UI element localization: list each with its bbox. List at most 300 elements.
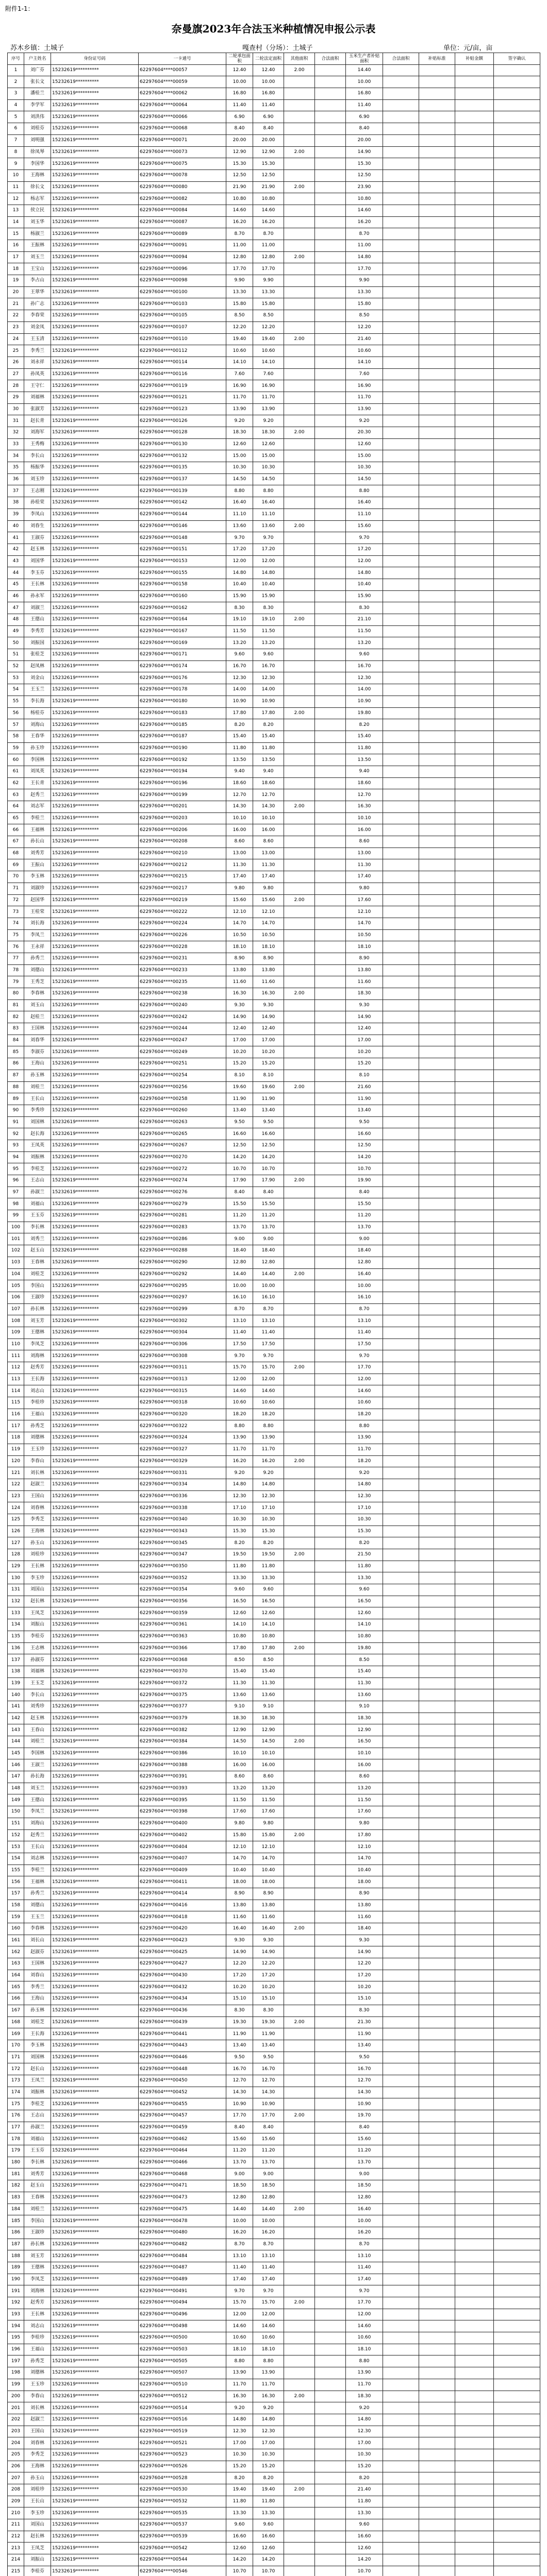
table-cell: 17.60 bbox=[346, 1806, 383, 1818]
table-cell: 21.90 bbox=[226, 181, 253, 193]
table-cell: 15232619********** bbox=[51, 146, 139, 158]
table-cell: 14.90 bbox=[346, 146, 383, 158]
table-cell: 9.50 bbox=[346, 1116, 383, 1128]
table-cell bbox=[419, 2543, 455, 2554]
table-cell: 62297604****00169 bbox=[139, 637, 226, 649]
table-cell bbox=[419, 672, 455, 684]
table-cell bbox=[315, 1689, 346, 1701]
table-cell bbox=[494, 894, 540, 906]
table-cell bbox=[419, 2355, 455, 2367]
table-cell: 12.60 bbox=[226, 1607, 253, 1619]
table-cell: 15232619********** bbox=[51, 2087, 139, 2098]
table-cell: 110 bbox=[8, 1338, 24, 1350]
table-cell bbox=[494, 2192, 540, 2204]
table-cell bbox=[494, 1070, 540, 1081]
table-cell bbox=[455, 1537, 494, 1549]
table-cell: 王凤芝 bbox=[24, 1607, 51, 1619]
table-cell bbox=[315, 1140, 346, 1151]
table-cell bbox=[383, 532, 419, 544]
table-cell: 14.10 bbox=[226, 1619, 253, 1631]
table-cell: 158 bbox=[8, 1900, 24, 1911]
table-cell bbox=[494, 1935, 540, 1946]
table-cell bbox=[284, 1303, 315, 1315]
table-cell: 61 bbox=[8, 766, 24, 777]
table-cell bbox=[494, 1736, 540, 1748]
table-cell bbox=[315, 1514, 346, 1526]
table-cell: 50 bbox=[8, 637, 24, 649]
table-cell: 13.10 bbox=[346, 2250, 383, 2262]
table-cell bbox=[419, 2098, 455, 2110]
table-cell: 15232619********** bbox=[51, 1081, 139, 1093]
table-cell bbox=[455, 1981, 494, 1993]
table-cell: 62297604****00219 bbox=[139, 894, 226, 906]
table-cell: 10.10 bbox=[226, 1748, 253, 1759]
table-row bbox=[8, 2262, 540, 2274]
table-cell: 2.00 bbox=[284, 2297, 315, 2309]
table-cell bbox=[383, 719, 419, 731]
table-cell: 12.00 bbox=[253, 555, 284, 567]
table-cell bbox=[383, 1245, 419, 1257]
table-row bbox=[8, 1479, 540, 1490]
table-cell: 62297604****00336 bbox=[139, 1490, 226, 1502]
table-cell: 15232619********** bbox=[51, 1888, 139, 1900]
table-cell bbox=[383, 731, 419, 742]
table-cell: 12.50 bbox=[226, 170, 253, 181]
table-cell: 刘桂芝 bbox=[24, 1268, 51, 1280]
table-cell: 15232619********** bbox=[51, 427, 139, 439]
table-cell: 15.50 bbox=[346, 1198, 383, 1210]
table-cell: 12.30 bbox=[226, 1490, 253, 1502]
table-cell bbox=[315, 637, 346, 649]
table-cell: 62297604****00155 bbox=[139, 567, 226, 579]
table-cell bbox=[494, 1923, 540, 1935]
table-cell: 15.60 bbox=[253, 2133, 284, 2145]
table-cell: 167 bbox=[8, 2005, 24, 2016]
table-cell: 李春林 bbox=[24, 988, 51, 1000]
table-cell: 15232619********** bbox=[51, 2005, 139, 2016]
table-row bbox=[8, 228, 540, 240]
table-cell: 8.70 bbox=[346, 2239, 383, 2250]
table-cell bbox=[455, 976, 494, 988]
table-cell: 39 bbox=[8, 509, 24, 520]
table-cell bbox=[455, 2437, 494, 2449]
table-cell bbox=[315, 1198, 346, 1210]
table-cell bbox=[494, 1783, 540, 1794]
table-cell: 10.90 bbox=[346, 2098, 383, 2110]
table-cell: 8.20 bbox=[226, 719, 253, 731]
table-cell bbox=[315, 777, 346, 789]
table-cell: 62297604****00468 bbox=[139, 2168, 226, 2180]
table-cell bbox=[419, 1981, 455, 1993]
table-cell: 王淑兰 bbox=[24, 1759, 51, 1771]
table-cell: 8.10 bbox=[253, 1070, 284, 1081]
table-cell: 8.70 bbox=[226, 1303, 253, 1315]
table-row bbox=[8, 2215, 540, 2227]
table-cell: 15232619********** bbox=[51, 368, 139, 380]
table-cell: 15.40 bbox=[346, 731, 383, 742]
table-cell bbox=[284, 964, 315, 976]
table-cell: 140 bbox=[8, 1689, 24, 1701]
table-cell bbox=[383, 1420, 419, 1432]
table-cell bbox=[455, 707, 494, 719]
table-cell: 16.40 bbox=[226, 497, 253, 509]
table-cell bbox=[419, 2344, 455, 2355]
table-cell: 12.60 bbox=[253, 438, 284, 450]
table-cell: 62297604****00414 bbox=[139, 1888, 226, 1900]
table-cell bbox=[315, 1619, 346, 1631]
table-cell: 15232619********** bbox=[51, 1713, 139, 1724]
table-cell bbox=[455, 64, 494, 76]
table-cell: 15232619********** bbox=[51, 2449, 139, 2461]
table-cell bbox=[383, 918, 419, 929]
table-cell bbox=[419, 1970, 455, 1981]
table-cell bbox=[494, 2075, 540, 2087]
table-cell bbox=[315, 1257, 346, 1268]
table-cell: 131 bbox=[8, 1584, 24, 1596]
table-cell bbox=[284, 2320, 315, 2332]
table-cell bbox=[455, 579, 494, 590]
table-cell bbox=[494, 2391, 540, 2402]
table-row bbox=[8, 929, 540, 941]
table-cell bbox=[419, 438, 455, 450]
table-cell bbox=[284, 2250, 315, 2262]
table-cell: 62297604****00187 bbox=[139, 731, 226, 742]
table-cell: 10.30 bbox=[346, 2449, 383, 2461]
table-cell bbox=[383, 859, 419, 871]
table-cell: 62297604****00279 bbox=[139, 1198, 226, 1210]
table-cell bbox=[494, 321, 540, 333]
table-cell bbox=[315, 263, 346, 275]
table-cell: 28 bbox=[8, 380, 24, 392]
table-cell: 10.40 bbox=[226, 1865, 253, 1876]
table-cell: 15232619********** bbox=[51, 2402, 139, 2414]
table-cell bbox=[419, 2484, 455, 2496]
table-cell bbox=[383, 1116, 419, 1128]
table-cell: 62297604****00436 bbox=[139, 2005, 226, 2016]
table-cell: 13.80 bbox=[226, 964, 253, 976]
table-cell bbox=[419, 555, 455, 567]
table-cell bbox=[284, 672, 315, 684]
table-cell bbox=[383, 1619, 419, 1631]
table-cell: 刘国华 bbox=[24, 555, 51, 567]
table-cell bbox=[315, 2566, 346, 2576]
table-cell: 15.60 bbox=[253, 894, 284, 906]
table-cell: 62297604****00089 bbox=[139, 228, 226, 240]
table-cell: 12.90 bbox=[226, 1724, 253, 1736]
table-cell bbox=[284, 1397, 315, 1409]
table-cell: 11.40 bbox=[253, 1327, 284, 1338]
table-cell bbox=[284, 1105, 315, 1116]
table-cell bbox=[494, 146, 540, 158]
table-cell: 24 bbox=[8, 333, 24, 345]
table-row bbox=[8, 602, 540, 614]
table-cell: 王秀芝 bbox=[24, 976, 51, 988]
table-cell bbox=[284, 871, 315, 883]
table-cell: 18.40 bbox=[253, 1245, 284, 1257]
table-cell: 214 bbox=[8, 2554, 24, 2566]
table-cell: 9.70 bbox=[346, 1350, 383, 1362]
table-cell: 赵淑兰 bbox=[24, 1479, 51, 1490]
table-cell bbox=[284, 1619, 315, 1631]
table-cell bbox=[455, 1806, 494, 1818]
table-cell bbox=[455, 1865, 494, 1876]
table-cell bbox=[419, 286, 455, 298]
table-cell: 10.00 bbox=[226, 1280, 253, 1292]
table-cell bbox=[455, 1292, 494, 1303]
table-cell bbox=[315, 1210, 346, 1222]
table-cell: 47 bbox=[8, 602, 24, 614]
table-cell bbox=[494, 520, 540, 532]
table-cell bbox=[383, 2566, 419, 2576]
table-cell bbox=[284, 1981, 315, 1993]
table-cell bbox=[419, 1479, 455, 1490]
table-cell bbox=[419, 684, 455, 696]
table-cell: 94 bbox=[8, 1151, 24, 1163]
table-cell: 62297604****00096 bbox=[139, 263, 226, 275]
table-cell: 刘国山 bbox=[24, 1584, 51, 1596]
table-cell bbox=[455, 590, 494, 602]
table-cell: 62297604****00144 bbox=[139, 509, 226, 520]
table-cell: 181 bbox=[8, 2168, 24, 2180]
table-row bbox=[8, 64, 540, 76]
table-cell: 13.80 bbox=[253, 964, 284, 976]
table-row bbox=[8, 1257, 540, 1268]
table-cell: 15232619********** bbox=[51, 1444, 139, 1455]
table-cell: 15232619********** bbox=[51, 1303, 139, 1315]
table-cell: 11.00 bbox=[226, 240, 253, 252]
table-cell bbox=[455, 1958, 494, 1970]
table-cell bbox=[419, 766, 455, 777]
table-cell: 王国山 bbox=[24, 1490, 51, 1502]
table-cell: 8.60 bbox=[253, 1771, 284, 1783]
table-cell: 17.90 bbox=[226, 1175, 253, 1187]
table-cell bbox=[383, 1572, 419, 1584]
table-cell bbox=[315, 1946, 346, 1958]
table-cell: 18.50 bbox=[253, 2180, 284, 2192]
table-cell bbox=[455, 1829, 494, 1841]
table-cell: 14.40 bbox=[226, 2204, 253, 2215]
table-cell bbox=[455, 1736, 494, 1748]
table-cell bbox=[284, 1420, 315, 1432]
table-cell: 16.90 bbox=[253, 380, 284, 392]
table-cell: 刘长海 bbox=[24, 918, 51, 929]
table-cell: 杨淑兰 bbox=[24, 228, 51, 240]
table-cell: 李桂芝 bbox=[24, 2098, 51, 2110]
table-cell: 62297604****00352 bbox=[139, 1572, 226, 1584]
table-cell: 2.00 bbox=[284, 1923, 315, 1935]
table-cell: 208 bbox=[8, 2484, 24, 2496]
table-cell: 刘福林 bbox=[24, 1666, 51, 1677]
table-cell bbox=[315, 509, 346, 520]
table-cell bbox=[383, 2204, 419, 2215]
table-cell: 62297604****00359 bbox=[139, 1607, 226, 1619]
table-row bbox=[8, 134, 540, 146]
table-cell: 62297604****00532 bbox=[139, 2496, 226, 2507]
table-cell: 152 bbox=[8, 1829, 24, 1841]
table-cell bbox=[383, 193, 419, 205]
table-cell bbox=[315, 298, 346, 310]
table-cell: 王长林 bbox=[24, 1561, 51, 1572]
table-cell: 9.40 bbox=[346, 766, 383, 777]
table-cell: 14 bbox=[8, 216, 24, 228]
table-cell: 62297604****00080 bbox=[139, 181, 226, 193]
table-row bbox=[8, 392, 540, 403]
table-cell bbox=[455, 2122, 494, 2133]
table-cell: 16.20 bbox=[253, 216, 284, 228]
table-cell bbox=[419, 2320, 455, 2332]
table-cell: 14.00 bbox=[253, 684, 284, 696]
table-cell bbox=[284, 193, 315, 205]
table-cell bbox=[419, 941, 455, 953]
table-cell: 16.20 bbox=[346, 216, 383, 228]
table-cell: 14.80 bbox=[226, 1479, 253, 1490]
table-cell: 62297604****00441 bbox=[139, 2028, 226, 2040]
table-row bbox=[8, 216, 540, 228]
table-cell: 10.50 bbox=[346, 929, 383, 941]
table-cell: 62297604****00446 bbox=[139, 2052, 226, 2063]
table-cell bbox=[455, 76, 494, 88]
table-row bbox=[8, 742, 540, 754]
table-cell: 15232619********** bbox=[51, 1280, 139, 1292]
table-cell bbox=[455, 2227, 494, 2239]
table-row bbox=[8, 2507, 540, 2519]
table-cell: 62297604****00494 bbox=[139, 2297, 226, 2309]
table-cell bbox=[455, 1268, 494, 1280]
table-cell: 10.80 bbox=[253, 1631, 284, 1642]
table-cell: 15232619********** bbox=[51, 1140, 139, 1151]
table-cell bbox=[455, 485, 494, 497]
table-cell: 刘海军 bbox=[24, 427, 51, 439]
table-cell bbox=[315, 1526, 346, 1537]
table-cell: 刘春山 bbox=[24, 1970, 51, 1981]
table-cell bbox=[419, 1338, 455, 1350]
table-cell: 10.80 bbox=[253, 193, 284, 205]
table-cell bbox=[494, 415, 540, 427]
table-cell bbox=[494, 1724, 540, 1736]
table-cell: 62297604****00491 bbox=[139, 2285, 226, 2297]
table-row bbox=[8, 2566, 540, 2576]
table-cell bbox=[455, 1175, 494, 1187]
table-cell: 53 bbox=[8, 672, 24, 684]
table-cell bbox=[284, 2379, 315, 2391]
table-cell bbox=[494, 555, 540, 567]
table-cell bbox=[494, 2355, 540, 2367]
table-cell: 127 bbox=[8, 1537, 24, 1549]
table-cell bbox=[419, 1596, 455, 1607]
table-cell bbox=[455, 1993, 494, 2005]
table-cell: 62297604****00064 bbox=[139, 99, 226, 111]
table-cell bbox=[419, 1841, 455, 1853]
table-cell bbox=[383, 1841, 419, 1853]
table-cell: 15232619********** bbox=[51, 544, 139, 555]
table-cell: 10.30 bbox=[346, 1514, 383, 1526]
table-cell bbox=[284, 2028, 315, 2040]
table-row bbox=[8, 1058, 540, 1070]
table-cell bbox=[383, 976, 419, 988]
table-cell: 王福山 bbox=[24, 1409, 51, 1420]
table-cell bbox=[494, 450, 540, 462]
table-cell: 16.10 bbox=[226, 1292, 253, 1303]
table-cell: 15232619********** bbox=[51, 438, 139, 450]
table-cell bbox=[315, 76, 346, 88]
table-row bbox=[8, 462, 540, 474]
table-row bbox=[8, 2426, 540, 2437]
table-cell bbox=[419, 450, 455, 462]
table-cell bbox=[383, 614, 419, 626]
table-row bbox=[8, 660, 540, 672]
table-cell bbox=[383, 1035, 419, 1046]
table-cell: 15232619********** bbox=[51, 1362, 139, 1374]
table-cell bbox=[419, 1935, 455, 1946]
table-cell bbox=[383, 1432, 419, 1444]
table-row bbox=[8, 1011, 540, 1023]
table-cell bbox=[315, 2133, 346, 2145]
table-cell bbox=[455, 1222, 494, 1233]
table-cell: 10.70 bbox=[253, 1163, 284, 1175]
table-cell: 张长文 bbox=[24, 76, 51, 88]
table-cell bbox=[284, 1946, 315, 1958]
table-cell: 12.00 bbox=[346, 555, 383, 567]
table-cell: 11.50 bbox=[226, 1794, 253, 1806]
table-cell bbox=[383, 1490, 419, 1502]
table-cell bbox=[284, 2122, 315, 2133]
table-cell bbox=[494, 2180, 540, 2192]
table-cell: 106 bbox=[8, 1292, 24, 1303]
table-cell: 10.40 bbox=[346, 579, 383, 590]
table-cell bbox=[455, 1642, 494, 1654]
table-row bbox=[8, 1619, 540, 1631]
table-cell: 20.00 bbox=[226, 134, 253, 146]
table-row bbox=[8, 859, 540, 871]
table-cell bbox=[315, 1771, 346, 1783]
table-cell bbox=[494, 1210, 540, 1222]
table-cell: 李国林 bbox=[24, 1748, 51, 1759]
table-cell: 62297604****00114 bbox=[139, 357, 226, 368]
table-cell: 赵长林 bbox=[24, 2531, 51, 2543]
table-cell: 9.00 bbox=[226, 1233, 253, 1245]
table-cell bbox=[419, 789, 455, 801]
unit-label: 单位：元/亩，亩 bbox=[443, 44, 493, 52]
table-cell: 18.40 bbox=[346, 1245, 383, 1257]
table-cell bbox=[383, 1397, 419, 1409]
table-cell: 2.00 bbox=[284, 1736, 315, 1748]
table-row bbox=[8, 1806, 540, 1818]
table-cell bbox=[284, 1537, 315, 1549]
table-cell: 147 bbox=[8, 1771, 24, 1783]
table-cell: 王国山 bbox=[24, 2426, 51, 2437]
table-cell: 15232619********** bbox=[51, 999, 139, 1011]
table-cell: 66 bbox=[8, 824, 24, 836]
table-cell bbox=[383, 999, 419, 1011]
table-cell bbox=[284, 2472, 315, 2484]
table-cell: 18.30 bbox=[253, 427, 284, 439]
table-cell: 15232619********** bbox=[51, 1970, 139, 1981]
table-cell bbox=[383, 1806, 419, 1818]
table-cell: 王德山 bbox=[24, 1794, 51, 1806]
table-cell: 41 bbox=[8, 532, 24, 544]
table-cell bbox=[284, 918, 315, 929]
table-cell: 62297604****00361 bbox=[139, 1619, 226, 1631]
table-cell bbox=[455, 625, 494, 637]
table-cell bbox=[284, 2566, 315, 2576]
table-cell bbox=[494, 719, 540, 731]
table-cell bbox=[494, 158, 540, 170]
table-cell bbox=[284, 1350, 315, 1362]
table-cell: 62297604****00185 bbox=[139, 719, 226, 731]
table-cell: 15232619********** bbox=[51, 1222, 139, 1233]
table-cell bbox=[455, 614, 494, 626]
table-cell bbox=[383, 509, 419, 520]
